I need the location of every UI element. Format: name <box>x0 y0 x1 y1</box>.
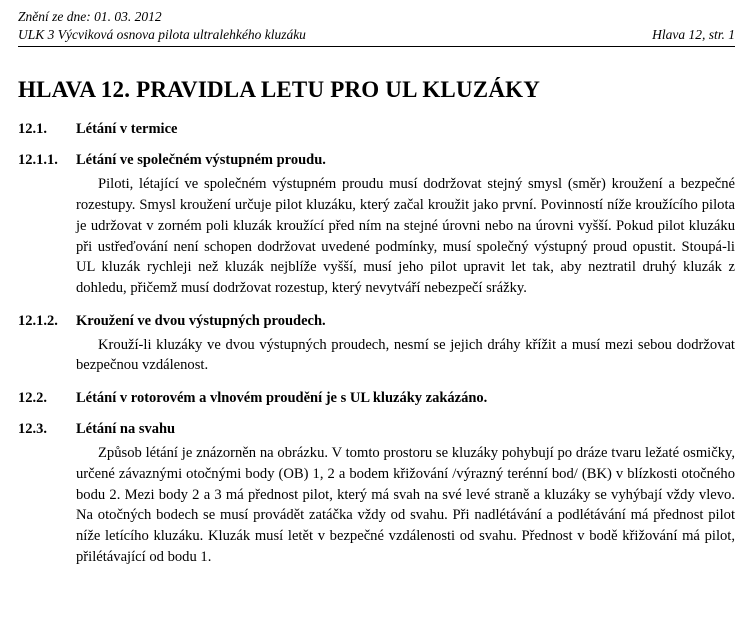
section-12-3 <box>18 421 735 567</box>
section-12-1-1-title: Létání ve společném výstupném proudu. <box>76 152 326 169</box>
section-12-2 <box>18 390 735 407</box>
section-12-1-1-number: 12.1.1. <box>18 152 58 169</box>
header-document-title: ULK 3 Výcviková osnova pilota ultralehkého kluzáku <box>18 27 306 43</box>
section-12-1-2-title: Kroužení ve dvou výstupných proudech. <box>76 312 326 329</box>
section-12-3-heading <box>18 421 735 438</box>
header-divider <box>18 46 735 47</box>
section-12-1-2-paragraph: Krouží-li kluzáky ve dvou výstupných proudech, nesmí se jejich dráhy křížit a musí mezi sebou dodržovat bezpečnou vzdálenost. <box>76 336 735 374</box>
section-12-1-heading <box>18 121 735 138</box>
section-12-1-number: 12.1. <box>18 121 47 138</box>
section-12-3-paragraph: Způsob létání je znázorněn na obrázku. V tomto prostoru se kluzáky pohybují po dráze tvaru ležaté osmičky, určené závaznými otočnými body (OB) 1, 2 a bodem křižování /výrazný terénní bod/ (BK) v blízkosti otočného bodu 2. Mezi body 2 a 3 má přednost pilot, který má svah na své levé straně a kluzáky se vyhýbají vždy vlevo. Na otočných bodech se musí provádět zatáčka vždy od svahu. Při nadlétávání a podlétávání má přednost pilot níže letícího kluzáku. Kluzák musí letět v bezpečné vzdálenosti od svahu. Přednost v bodě křižování má pilot, přilétávající od bodu 1. <box>76 445 735 565</box>
section-12-1-title: Létání v termice <box>76 121 178 138</box>
header-revision-date: Znění ze dne: 01. 03. 2012 <box>18 9 162 24</box>
header-title-row <box>18 26 735 44</box>
section-12-1-2-heading <box>18 313 735 330</box>
section-12-1-1 <box>18 152 735 298</box>
page-header <box>18 8 735 44</box>
section-12-2-number: 12.2. <box>18 390 47 407</box>
page-title: HLAVA 12. PRAVIDLA LETU PRO UL KLUZÁKY <box>18 77 541 103</box>
section-12-2-heading <box>18 390 735 407</box>
section-12-1-2 <box>18 313 735 376</box>
section-12-2-title: Létání v rotorovém a vlnovém proudění je s UL kluzáky zakázáno. <box>76 390 488 407</box>
section-12-1-1-heading <box>18 152 735 169</box>
section-12-1-1-paragraph: Piloti, létající ve společném výstupném proudu musí dodržovat stejný smysl (směr) kroužení a bezpečné rozestupy. Smysl kroužení určuje pilot kluzáku, který začal kroužit jako první. Povinností níže kroužícího pilota je udržovat v zorném poli kluzák kroužící před ním na stejné úrovni nebo na úrovni vyšší. Pokud pilot kluzáku při ustřeďování není schopen dodržovat uvedené podmínky, musí společný výstupný proud opustit. Stoupá-li UL kluzák rychleji než kluzák nejblíže vyšší, musí jeho pilot upravit let tak, aby neztratil druhý kluzák z dohledu, přičemž musí dodržovat rozestup, který nevytváří nebezpečí srážky. <box>76 176 735 297</box>
section-12-3-title: Létání na svahu <box>76 421 176 438</box>
section-12-1 <box>18 121 735 138</box>
section-12-1-2-number: 12.1.2. <box>18 312 58 329</box>
header-page-reference: Hlava 12, str. 1 <box>652 27 735 43</box>
section-12-3-number: 12.3. <box>18 421 47 438</box>
